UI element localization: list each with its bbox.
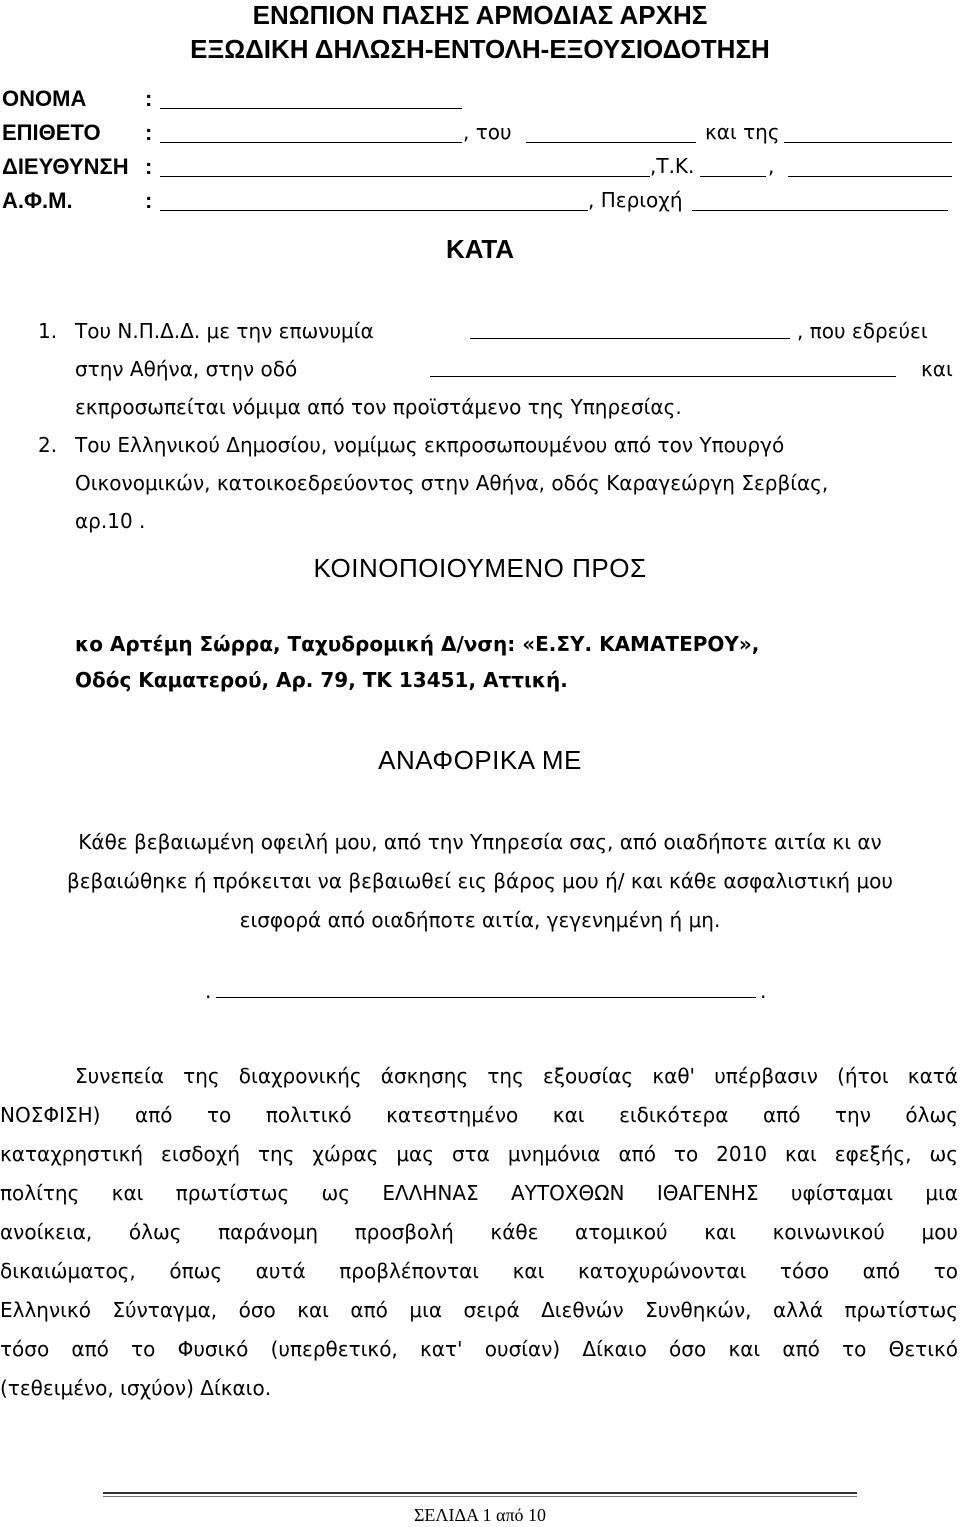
area-blank-line [692, 210, 948, 211]
name-colon: : [145, 86, 153, 111]
father-label: , του [463, 120, 512, 144]
notify-heading: ΚΟΙΝΟΠΟΙΟΥΜΕΝΟ ΠΡΟΣ [313, 553, 647, 583]
footer-rule-thin [103, 1496, 857, 1497]
tk-label: ,Τ.Κ. [650, 154, 695, 178]
regarding-line1: Κάθε βεβαιωμένη οφειλή μου, από την Υπηρεσία σας, από οιαδήποτε αιτία κι αν [78, 830, 882, 854]
item1-line3: εκπροσωπείται νόμιμα από τον προϊστάμενο της Υπηρεσίας. [75, 395, 682, 419]
tk-blank-line [700, 176, 766, 177]
regarding-heading: ΑΝΑΦΟΡΙΚΑ ΜΕ [378, 745, 582, 775]
name-label: ΟΝΟΜΑ [2, 86, 87, 111]
page-number: ΣΕΛΙΔΑ 1 από 10 [413, 1505, 547, 1525]
city-blank-line [788, 176, 952, 177]
father-blank-line [526, 142, 696, 143]
entity-name-blank-line [470, 338, 790, 339]
paragraph-line: Συνεπεία της διαχρονικής άσκησης της εξουσίας καθ' υπέρβασιν (ήτοι κατά [75, 1064, 958, 1088]
surname-colon: : [145, 120, 153, 145]
street-blank-line [430, 376, 896, 377]
regarding-line2: βεβαιώθηκε ή πρόκειται να βεβαιωθεί εις βάρος μου ή/ και κάθε ασφαλιστική μου [66, 869, 893, 893]
item2-line3: αρ.10 . [75, 509, 146, 533]
item2-line2: Οικονομικών, κατοικοεδρεύοντος στην Αθήνα, οδός Καραγεώργη Σερβίας, [75, 471, 829, 495]
address-blank-line [160, 176, 650, 177]
paragraph-line: καταχρηστική εισδοχή της χώρας μας στα μνημόνια από το 2010 και εφεξής, ως [0, 1142, 958, 1166]
tk-comma: , [768, 154, 775, 178]
item2-line1: Του Ελληνικού Δημοσίου, νομίμως εκπροσωπουμένου από τον Υπουργό [75, 433, 785, 457]
afm-label: Α.Φ.Μ. [2, 188, 73, 213]
name-blank-line [160, 108, 462, 109]
paragraph-line: ανοίκεια, όλως παράνομη προσβολή κάθε ατομικού και κοινωνικού μου [0, 1220, 958, 1244]
item1-line1-start: Του Ν.Π.Δ.Δ. με την επωνυμία [75, 319, 374, 343]
regarding-blank-line [216, 997, 756, 998]
surname-blank-line [160, 142, 462, 143]
address-label: ΔΙΕΥΘΥΝΣΗ [2, 154, 129, 179]
paragraph-line: δικαιώματος, όπως αυτά προβλέπονται και κατοχυρώνονται τόσο από το [0, 1259, 958, 1283]
mother-blank-line [784, 142, 952, 143]
paragraph-line: Ελληνικό Σύνταγμα, όσο και από μια σειρά Διεθνών Συνθηκών, αλλά πρωτίστως [0, 1298, 958, 1322]
area-label: , Περιοχή [588, 188, 683, 212]
blank-dot-right: . [760, 979, 767, 1003]
item1-number: 1. [38, 319, 58, 343]
item1-line1-end: , που εδρεύει [797, 319, 928, 343]
document-title-line2: ΕΞΩΔΙΚΗ ΔΗΛΩΣΗ-ΕΝΤΟΛΗ-ΕΞΟΥΣΙΟΔΟΤΗΣΗ [190, 34, 770, 64]
paragraph-line: τόσο από το Φυσικό (υπερθετικό, κατ' ουσίαν) Δίκαιο όσο και από το Θετικό [0, 1337, 958, 1361]
notify-recipient-line2: Οδός Καματερού, Αρ. 79, ΤΚ 13451, Αττική. [75, 668, 568, 692]
item1-line2-end: και [921, 357, 953, 381]
item1-line2-start: στην Αθήνα, στην οδό [75, 357, 298, 381]
paragraph-line: ΝΟΣΦΙΣΗ) από το πολιτικό κατεστημένο και ειδικότερα από την όλως [0, 1103, 958, 1127]
document-title-line1: ΕΝΩΠΙΟΝ ΠΑΣΗΣ ΑΡΜΟΔΙΑΣ ΑΡΧΗΣ [252, 0, 708, 30]
main-paragraph [0, 1057, 958, 1408]
regarding-line3: εισφορά από οιαδήποτε αιτία, γεγενημένη ή μη. [239, 908, 721, 932]
address-colon: : [145, 154, 153, 179]
against-heading: ΚΑΤΑ [445, 234, 515, 264]
afm-blank-line [160, 210, 588, 211]
surname-label: ΕΠΙΘΕΤΟ [2, 120, 101, 145]
afm-colon: : [145, 188, 153, 213]
blank-dot-left: . [205, 979, 212, 1003]
item2-number: 2. [38, 433, 58, 457]
footer-rule [103, 1492, 857, 1494]
notify-recipient-line1: κο Αρτέμη Σώρρα, Ταχυδρομική Δ/νση: «Ε.ΣΥ. ΚΑΜΑΤΕΡΟΥ», [75, 632, 760, 656]
paragraph-last-line: (τεθειμένο, ισχύον) Δίκαιο. [0, 1376, 272, 1400]
mother-label: και της [705, 120, 780, 144]
paragraph-line: πολίτης και πρωτίστως ως ΕΛΛΗΝΑΣ ΑΥΤΟΧΘΩΝ ΙΘΑΓΕΝΗΣ υφίσταμαι μια [0, 1181, 958, 1205]
